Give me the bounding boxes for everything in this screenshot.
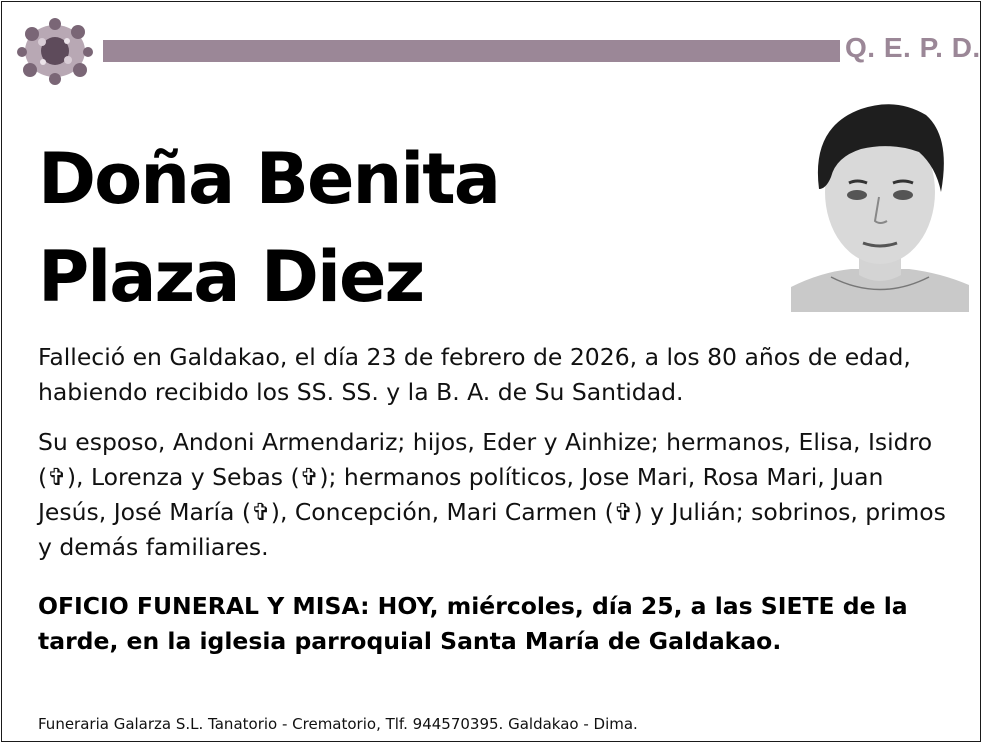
name-line-1: Doña Benita: [38, 138, 499, 220]
funeral-home-footer: Funeraria Galarza S.L. Tanatorio - Crematorio, Tlf. 944570395. Galdakao - Dima.: [38, 715, 638, 733]
funeral-service: OFICIO FUNERAL Y MISA: HOY, miércoles, día 25, a las SIETE de la tarde, en la iglesia parroquial Santa María de Galdakao.: [38, 592, 908, 655]
obituary-card: [1, 1, 981, 742]
portrait-photo-icon: [791, 97, 969, 312]
family-list: Su esposo, Andoni Armendariz; hijos, Eder y Ainhize; hermanos, Elisa, Isidro (✞), Lorenza y Sebas (✞); hermanos políticos, Jose Mari, Rosa Mari, Juan Jesús, José María (✞), Concepción, Mari Carmen (✞) y Julián; sobrinos, primos y demás familiares.: [38, 428, 946, 561]
qepd-label: Q. E. P. D.: [845, 32, 981, 63]
name-line-2: Plaza Diez: [38, 236, 424, 318]
death-announcement: Falleció en Galdakao, el día 23 de febrero de 2026, a los 80 años de edad, habiendo recibido los SS. SS. y la B. A. de Su Santidad.: [38, 343, 911, 406]
floral-ornament-icon: [12, 12, 98, 90]
deceased-name: [38, 130, 499, 326]
header-bar: [103, 40, 840, 62]
